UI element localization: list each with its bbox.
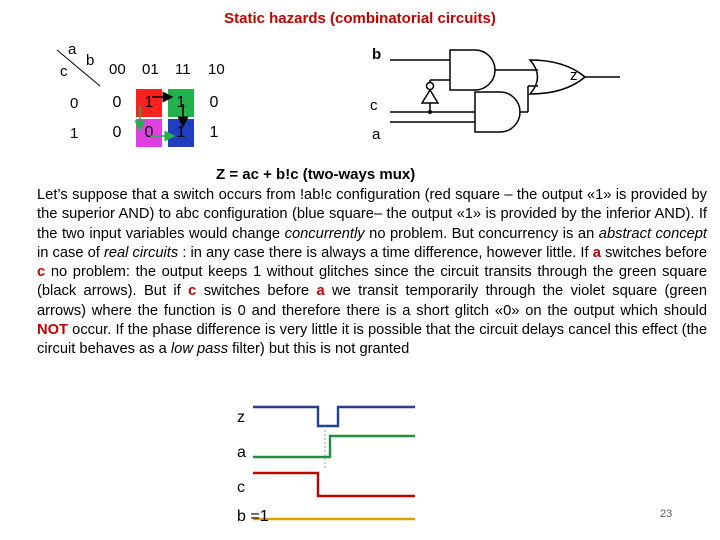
page-number: 23 — [660, 508, 673, 520]
highlight-c: c — [188, 283, 197, 300]
text-run: in case of — [37, 244, 104, 261]
mux-circuit — [390, 50, 620, 132]
kmap-row-header: 0 — [70, 95, 79, 112]
emphasis: abstract concept — [598, 225, 707, 242]
kmap-cell: 0 — [144, 124, 154, 141]
kmap-var-b: b — [86, 52, 95, 69]
kmap-col-header: 01 — [142, 61, 159, 78]
waveforms — [253, 407, 415, 519]
waveform-label-a: a — [237, 444, 246, 461]
kmap-col-header: 11 — [175, 61, 191, 78]
waveform-label-c: c — [237, 479, 245, 496]
text-run: switches before — [196, 283, 317, 300]
kmap-cell: 1 — [144, 94, 154, 111]
green-arrows — [140, 106, 174, 136]
text-run: filter) but this is not granted — [228, 341, 410, 358]
highlight-a: a — [316, 283, 325, 300]
highlight-a: a — [592, 244, 601, 261]
kmap-cell: 0 — [209, 94, 219, 111]
highlight-c: c — [37, 264, 46, 281]
text-run: : in any case there is always a time difference, however little. If — [178, 244, 593, 261]
circuit-output-z: z — [570, 67, 578, 84]
highlight-not: NOT — [37, 322, 69, 339]
kmap-cell: 1 — [176, 94, 186, 111]
kmap-cell: 0 — [112, 94, 122, 111]
circuit-input-a: a — [372, 126, 381, 143]
junction-dot — [428, 110, 432, 114]
kmap-var-a: a — [68, 41, 77, 58]
kmap-col-header: 00 — [109, 61, 126, 78]
explanation-paragraph — [37, 186, 707, 360]
kmap-diagonal — [57, 50, 100, 86]
waveform-label-b: b =1 — [237, 508, 269, 525]
kmap-var-c: c — [60, 63, 68, 80]
z-waveform — [253, 407, 415, 426]
emphasis: concurrently — [284, 225, 365, 242]
slide-title: Static hazards (combinatorial circuits) — [224, 10, 496, 27]
formula: Z = ac + b!c (two-ways mux) — [216, 166, 416, 183]
c-waveform — [253, 473, 415, 496]
text-run: no problem. But concurrency is an — [364, 225, 599, 242]
text-run: we transit temporarily through the violet square (green arrows) where the function is 0 and therefore there is a short glitch «0» on the output which should — [37, 283, 707, 319]
circuit-input-b: b — [372, 46, 382, 63]
a-waveform — [253, 436, 415, 457]
text-run: switches before — [600, 244, 707, 261]
text-run: no problem: the output keeps 1 without glitches since the circuit transits through the green square (black arrows). But if — [37, 264, 707, 300]
kmap-cell: 1 — [176, 124, 186, 141]
kmap-cell: 1 — [209, 124, 219, 141]
emphasis: low pass — [170, 341, 229, 358]
black-arrows — [152, 97, 183, 126]
kmap-col-header: 10 — [208, 61, 225, 78]
text-run: occur. If the phase difference is very little it is possible that the circuit delays cancel this effect (the circuit behaves as a — [37, 322, 707, 358]
circuit-input-c: c — [370, 97, 378, 114]
text-run: Let’s suppose that a switch occurs from !ab!c configuration (red square – the output «1» is provided by the superior AND) to abc configuration (blue square– the output «1» is provided by the inferior AND). If the two input variables would change — [37, 187, 707, 242]
emphasis: real circuits — [103, 244, 179, 261]
kmap-cell: 0 — [112, 124, 122, 141]
waveform-label-z: z — [237, 409, 245, 426]
kmap-row-header: 1 — [70, 125, 79, 142]
